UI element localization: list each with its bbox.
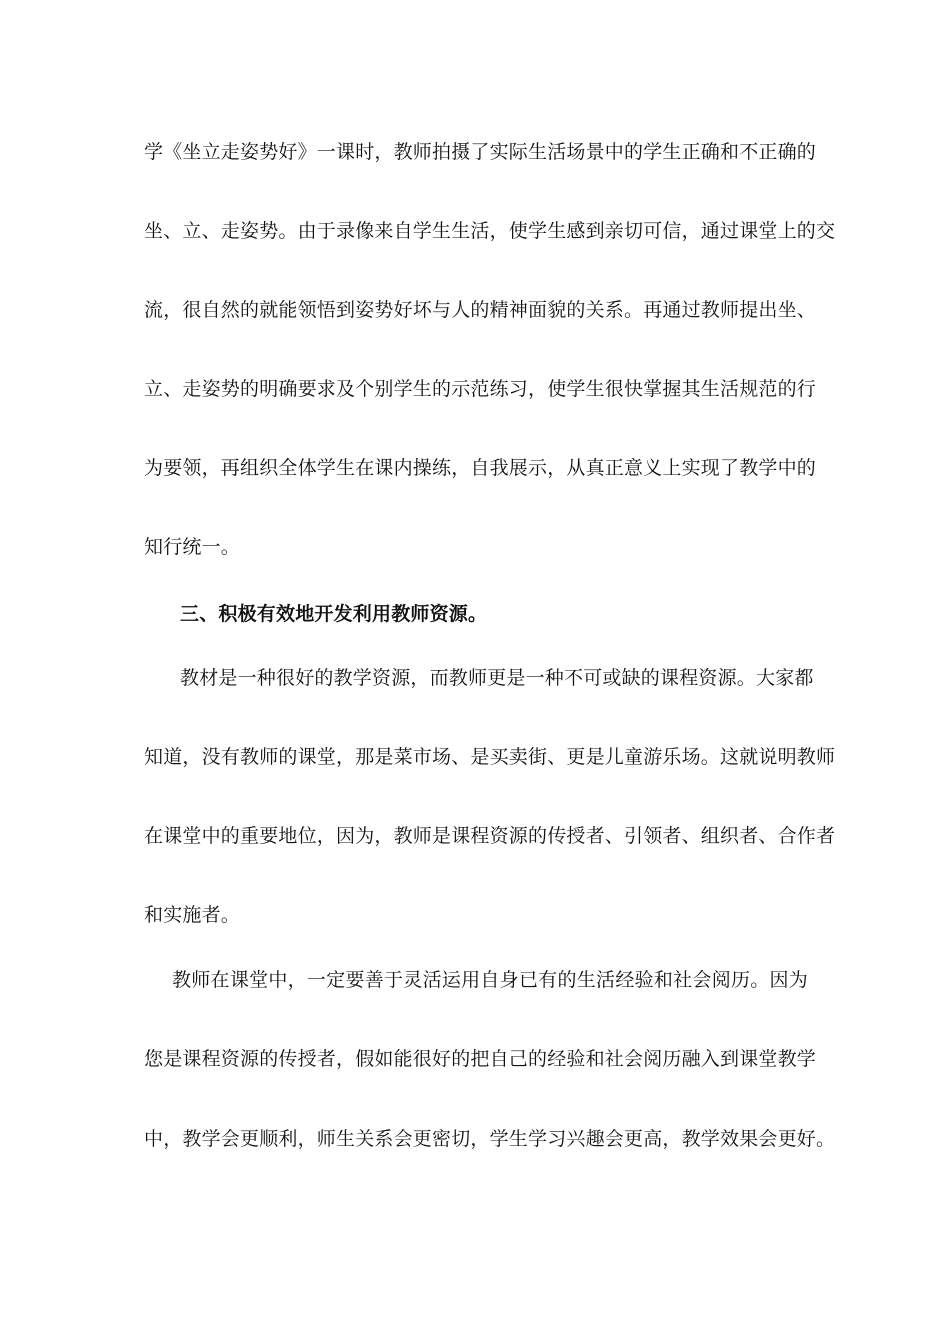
paragraph-2-line-2: 知道，没有教师的课堂，那是菜市场、是买卖街、更是儿童游乐场。这就说明教师 <box>144 746 836 768</box>
paragraph-3-line-1: 教师在课堂中，一定要善于灵活运用自身已有的生活经验和社会阅历。因为 <box>172 969 808 991</box>
paragraph-1-line-3: 流，很自然的就能领悟到姿势好坏与人的精神面貌的关系。再通过教师提出坐、 <box>144 299 817 321</box>
paragraph-2-line-4: 和实施者。 <box>144 904 241 926</box>
paragraph-3-line-2: 您是课程资源的传授者，假如能很好的把自己的经验和社会阅历融入到课堂教学 <box>144 1048 817 1070</box>
paragraph-2-line-1: 教材是一种很好的教学资源，而教师更是一种不可或缺的课程资源。大家都 <box>180 667 814 689</box>
section-heading: 三、积极有效地开发利用教师资源。 <box>180 603 488 625</box>
paragraph-1-line-6: 知行统一。 <box>144 536 241 558</box>
paragraph-3-line-3: 中，教学会更顺利，师生关系会更密切，学生学习兴趣会更高，教学效果会更好。 <box>144 1128 836 1150</box>
paragraph-1-line-5: 为要领，再组织全体学生在课内操练，自我展示，从真正意义上实现了教学中的 <box>144 457 817 479</box>
paragraph-1-line-2: 坐、立、走姿势。由于录像来自学生生活，使学生感到亲切可信，通过课堂上的交 <box>144 220 836 242</box>
paragraph-1-line-4: 立、走姿势的明确要求及个别学生的示范练习，使学生很快掌握其生活规范的行 <box>144 378 817 400</box>
paragraph-2-line-3: 在课堂中的重要地位，因为，教师是课程资源的传授者、引领者、组织者、合作者 <box>144 825 836 847</box>
paragraph-1-line-1: 学《坐立走姿势好》一课时，教师拍摄了实际生活场景中的学生正确和不正确的 <box>144 141 817 163</box>
